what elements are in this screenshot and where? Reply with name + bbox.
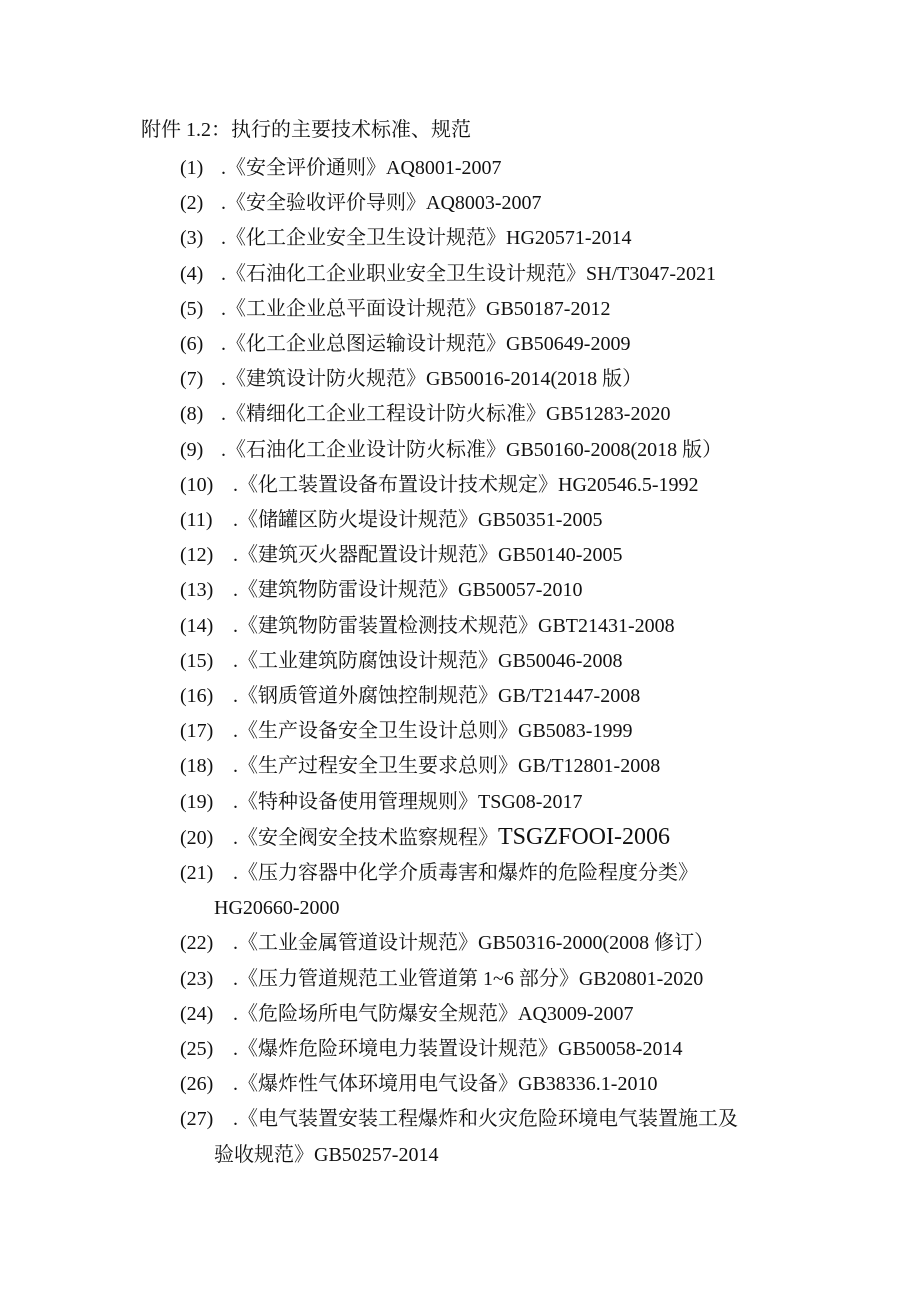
item-number: (20) — [180, 826, 214, 849]
item-number: (11) — [180, 509, 213, 532]
list-item-24 — [180, 997, 820, 1032]
attachment-heading: 附件 1.2：执行的主要技术标准、规范 — [141, 119, 471, 141]
list-item-16 — [180, 679, 820, 714]
item-text: .《化工装置设备布置设计技术规定》HG20546.5-1992 — [228, 473, 699, 496]
item-number: (15) — [180, 649, 214, 672]
list-item-14 — [180, 609, 820, 644]
item-text: .《安全阀安全技术监察规程》 — [228, 826, 498, 849]
item-number: (19) — [180, 790, 214, 813]
list-item-25 — [180, 1032, 820, 1067]
item-text: .《电气装置安装工程爆炸和火灾危险环境电气装置施工及 — [228, 1108, 738, 1131]
list-item-11 — [180, 503, 820, 538]
list-item-12 — [180, 538, 820, 573]
list-item-1 — [180, 151, 820, 186]
item-number: (12) — [180, 544, 214, 567]
item-code-large: TSGZFOOI-2006 — [498, 823, 670, 850]
item-number: (17) — [180, 720, 214, 743]
item-text: .《建筑物防雷装置检测技术规范》GBT21431-2008 — [228, 614, 675, 637]
list-item-27 — [180, 1102, 820, 1172]
item-number: (22) — [180, 932, 214, 955]
item-text: .《精细化工企业工程设计防火标准》GB51283-2020 — [216, 403, 671, 426]
item-text: .《钢质管道外腐蚀控制规范》GB/T21447-2008 — [228, 685, 641, 708]
item-text: .《爆炸危险环境电力装置设计规范》GB50058-2014 — [228, 1038, 683, 1061]
item-number: (26) — [180, 1073, 214, 1096]
item-number: (8) — [180, 403, 204, 426]
item-number: (27) — [180, 1108, 214, 1131]
item-text: .《石油化工企业职业安全卫生设计规范》SH/T3047-2021 — [216, 262, 716, 285]
item-text: .《工业金属管道设计规范》GB50316-2000(2008 修订） — [228, 932, 715, 955]
item-number: (14) — [180, 614, 214, 637]
item-number: (5) — [180, 297, 204, 320]
list-item-6 — [180, 327, 820, 362]
item-text: .《建筑灭火器配置设计规范》GB50140-2005 — [228, 544, 623, 567]
item-text: .《压力管道规范工业管道第 1~6 部分》GB20801-2020 — [228, 967, 704, 990]
item-number: (6) — [180, 333, 204, 356]
list-item-2 — [180, 186, 820, 221]
item-number: (16) — [180, 685, 214, 708]
list-item-19 — [180, 785, 820, 820]
list-item-15 — [180, 644, 820, 679]
item-number: (23) — [180, 967, 214, 990]
list-item-17 — [180, 714, 820, 749]
list-item-10 — [180, 468, 820, 503]
item-number: (7) — [180, 368, 204, 391]
list-item-13 — [180, 573, 820, 608]
list-item-9 — [180, 433, 820, 468]
item-text: .《工业企业总平面设计规范》GB50187-2012 — [216, 297, 611, 320]
item-text: .《生产设备安全卫生设计总则》GB5083-1999 — [228, 720, 633, 743]
item-text: .《工业建筑防腐蚀设计规范》GB50046-2008 — [228, 649, 623, 672]
item-number: (10) — [180, 473, 214, 496]
item-text: .《石油化工企业设计防火标准》GB50160-2008(2018 版） — [216, 438, 723, 461]
list-item-4 — [180, 257, 820, 292]
list-item-5 — [180, 292, 820, 327]
item-text: .《压力容器中化学介质毒害和爆炸的危险程度分类》 — [228, 862, 698, 885]
item-continuation: 验收规范》GB50257-2014 — [214, 1143, 439, 1166]
item-number: (1) — [180, 157, 204, 179]
item-text: .《储罐区防火堤设计规范》GB50351-2005 — [228, 509, 603, 532]
item-text: .《化工企业安全卫生设计规范》HG20571-2014 — [216, 227, 632, 250]
item-text: .《建筑物防雷设计规范》GB50057-2010 — [228, 579, 583, 602]
item-number: (9) — [180, 438, 204, 461]
item-text: .《爆炸性气体环境用电气设备》GB38336.1-2010 — [228, 1073, 658, 1096]
item-number: (13) — [180, 579, 214, 602]
item-text: .《建筑设计防火规范》GB50016-2014(2018 版） — [216, 368, 643, 391]
item-text: .《化工企业总图运输设计规范》GB50649-2009 — [216, 333, 631, 356]
item-number: (18) — [180, 755, 214, 778]
item-text: .《特种设备使用管理规则》TSG08-2017 — [228, 790, 583, 813]
item-text: .《危险场所电气防爆安全规范》AQ3009-2007 — [228, 1002, 634, 1025]
list-item-7 — [180, 362, 820, 397]
item-number: (21) — [180, 862, 214, 885]
item-number: (3) — [180, 227, 204, 250]
list-item-18 — [180, 749, 820, 784]
item-text: .《安全验收评价导则》AQ8003-2007 — [216, 192, 542, 215]
list-item-20 — [180, 820, 820, 856]
item-number: (25) — [180, 1038, 214, 1061]
item-number: (2) — [180, 192, 204, 215]
item-number: (24) — [180, 1002, 214, 1025]
item-text: .《安全评价通则》AQ8001-2007 — [216, 157, 502, 179]
list-item-3 — [180, 221, 820, 256]
list-item-21 — [180, 856, 820, 926]
list-item-8 — [180, 397, 820, 432]
list-item-22 — [180, 926, 820, 961]
standards-list — [180, 151, 820, 1173]
list-item-26 — [180, 1067, 820, 1102]
list-item-23 — [180, 962, 820, 997]
item-continuation: HG20660-2000 — [214, 897, 340, 920]
item-text: .《生产过程安全卫生要求总则》GB/T12801-2008 — [228, 755, 661, 778]
item-number: (4) — [180, 262, 204, 285]
